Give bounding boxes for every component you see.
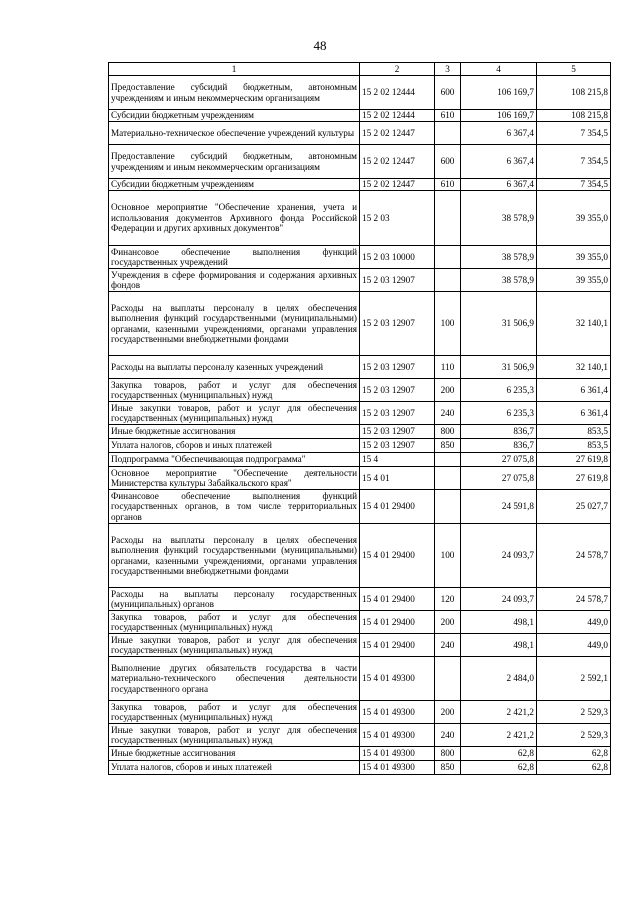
row-value-year1-cell: 836,7 — [461, 439, 537, 453]
table-row — [109, 724, 611, 747]
table-row — [109, 701, 611, 724]
row-value-year1-cell: 2 484,0 — [461, 657, 537, 701]
row-expense-type-cell: 610 — [435, 179, 461, 191]
table-row — [109, 122, 611, 145]
table-row — [109, 657, 611, 701]
row-code-cell: 15 4 01 29400 — [360, 490, 435, 524]
row-code-cell: 15 2 02 12447 — [360, 179, 435, 191]
row-expense-type-cell: 100 — [435, 292, 461, 356]
row-value-year2-cell: 39 355,0 — [537, 269, 611, 292]
row-value-year2-cell: 2 529,3 — [537, 701, 611, 724]
row-expense-type-cell: 600 — [435, 145, 461, 179]
table-row — [109, 467, 611, 490]
row-code-cell: 15 4 01 29400 — [360, 588, 435, 611]
row-expense-type-cell: 850 — [435, 761, 461, 775]
row-name-cell: Предоставление субсидий бюджетным, автономным учреждениям и иным некоммерческим организациям — [109, 145, 360, 179]
table-row — [109, 179, 611, 191]
row-code-cell: 15 4 01 49300 — [360, 747, 435, 761]
row-name-cell: Расходы на выплаты персоналу в целях обеспечения выполнения функций государственными (муниципальными) органами, казенными учреждениями, органами управления государственными внебюджетными фондами — [109, 292, 360, 356]
row-value-year1-cell: 27 075,8 — [461, 467, 537, 490]
row-expense-type-cell: 200 — [435, 611, 461, 634]
row-expense-type-cell: 240 — [435, 724, 461, 747]
row-name-cell: Закупка товаров, работ и услуг для обеспечения государственных (муниципальных) нужд — [109, 379, 360, 402]
table-row — [109, 292, 611, 356]
row-code-cell: 15 2 03 10000 — [360, 246, 435, 269]
row-name-cell: Подпрограмма "Обеспечивающая подпрограмма" — [109, 453, 360, 467]
row-value-year1-cell: 62,8 — [461, 747, 537, 761]
row-code-cell: 15 2 03 12907 — [360, 292, 435, 356]
row-value-year2-cell: 7 354,5 — [537, 122, 611, 145]
row-code-cell: 15 2 03 — [360, 191, 435, 246]
row-value-year2-cell: 39 355,0 — [537, 191, 611, 246]
row-expense-type-cell: 240 — [435, 402, 461, 425]
row-code-cell: 15 2 03 12907 — [360, 269, 435, 292]
row-code-cell: 15 2 03 12907 — [360, 402, 435, 425]
row-name-cell: Предоставление субсидий бюджетным, автономным учреждениям и иным некоммерческим организациям — [109, 76, 360, 110]
row-value-year2-cell: 39 355,0 — [537, 246, 611, 269]
row-expense-type-cell: 100 — [435, 524, 461, 588]
row-value-year2-cell: 24 578,7 — [537, 524, 611, 588]
row-expense-type-cell: 200 — [435, 701, 461, 724]
header-col-2: 2 — [360, 63, 435, 76]
row-code-cell: 15 2 02 12447 — [360, 145, 435, 179]
row-value-year2-cell: 2 529,3 — [537, 724, 611, 747]
table-row — [109, 356, 611, 379]
row-value-year1-cell: 6 367,4 — [461, 145, 537, 179]
row-value-year2-cell: 6 361,4 — [537, 402, 611, 425]
budget-table — [108, 62, 611, 775]
row-name-cell: Выполнение других обязательств государства в части материально-технического обеспечения деятельности государственного органа — [109, 657, 360, 701]
row-name-cell: Финансовое обеспечение выполнения функций государственных учреждений — [109, 246, 360, 269]
row-value-year2-cell: 62,8 — [537, 761, 611, 775]
table-row — [109, 588, 611, 611]
row-value-year2-cell: 449,0 — [537, 611, 611, 634]
table-row — [109, 402, 611, 425]
row-value-year1-cell: 6 235,3 — [461, 402, 537, 425]
row-code-cell: 15 4 01 49300 — [360, 657, 435, 701]
row-value-year1-cell: 38 578,9 — [461, 269, 537, 292]
row-value-year1-cell: 62,8 — [461, 761, 537, 775]
row-name-cell: Иные бюджетные ассигнования — [109, 747, 360, 761]
table-row — [109, 246, 611, 269]
row-code-cell: 15 4 01 29400 — [360, 634, 435, 657]
row-expense-type-cell — [435, 246, 461, 269]
row-value-year1-cell: 498,1 — [461, 634, 537, 657]
header-col-5: 5 — [537, 63, 611, 76]
row-code-cell: 15 4 01 — [360, 467, 435, 490]
table-row — [109, 425, 611, 439]
header-col-1: 1 — [109, 63, 360, 76]
row-code-cell: 15 4 01 29400 — [360, 611, 435, 634]
table-row — [109, 611, 611, 634]
row-value-year1-cell: 31 506,9 — [461, 356, 537, 379]
row-value-year1-cell: 2 421,2 — [461, 701, 537, 724]
row-name-cell: Субсидии бюджетным учреждениям — [109, 110, 360, 122]
page-number: 48 — [313, 38, 327, 53]
table-row — [109, 439, 611, 453]
row-value-year1-cell: 24 093,7 — [461, 588, 537, 611]
header-col-3: 3 — [435, 63, 461, 76]
row-code-cell: 15 4 — [360, 453, 435, 467]
row-expense-type-cell: 850 — [435, 439, 461, 453]
table-row — [109, 110, 611, 122]
row-name-cell: Финансовое обеспечение выполнения функций государственных органов, в том числе территориальных органов — [109, 490, 360, 524]
table-header-row — [109, 63, 611, 76]
row-expense-type-cell — [435, 490, 461, 524]
row-value-year2-cell: 32 140,1 — [537, 292, 611, 356]
row-name-cell: Иные закупки товаров, работ и услуг для обеспечения государственных (муниципальных) нужд — [109, 634, 360, 657]
row-code-cell: 15 2 03 12907 — [360, 356, 435, 379]
row-name-cell: Иные бюджетные ассигнования — [109, 425, 360, 439]
table-row — [109, 453, 611, 467]
row-value-year2-cell: 853,5 — [537, 425, 611, 439]
row-value-year1-cell: 498,1 — [461, 611, 537, 634]
row-value-year1-cell: 106 169,7 — [461, 76, 537, 110]
row-value-year1-cell: 836,7 — [461, 425, 537, 439]
row-value-year1-cell: 38 578,9 — [461, 246, 537, 269]
row-code-cell: 15 4 01 29400 — [360, 524, 435, 588]
header-col-4: 4 — [461, 63, 537, 76]
row-expense-type-cell — [435, 453, 461, 467]
row-value-year2-cell: 108 215,8 — [537, 110, 611, 122]
row-name-cell: Учреждения в сфере формирования и содержания архивных фондов — [109, 269, 360, 292]
row-value-year2-cell: 2 592,1 — [537, 657, 611, 701]
row-name-cell: Закупка товаров, работ и услуг для обеспечения государственных (муниципальных) нужд — [109, 701, 360, 724]
row-name-cell: Уплата налогов, сборов и иных платежей — [109, 761, 360, 775]
row-expense-type-cell: 610 — [435, 110, 461, 122]
row-value-year2-cell: 108 215,8 — [537, 76, 611, 110]
row-value-year1-cell: 24 093,7 — [461, 524, 537, 588]
row-name-cell: Основное мероприятие "Обеспечение деятельности Министерства культуры Забайкальского края" — [109, 467, 360, 490]
table-body — [109, 76, 611, 775]
row-name-cell: Закупка товаров, работ и услуг для обеспечения государственных (муниципальных) нужд — [109, 611, 360, 634]
row-value-year1-cell: 6 367,4 — [461, 122, 537, 145]
row-value-year2-cell: 27 619,8 — [537, 467, 611, 490]
row-value-year1-cell: 6 367,4 — [461, 179, 537, 191]
row-value-year2-cell: 7 354,5 — [537, 145, 611, 179]
table-row — [109, 490, 611, 524]
row-value-year2-cell: 24 578,7 — [537, 588, 611, 611]
row-value-year1-cell: 38 578,9 — [461, 191, 537, 246]
row-name-cell: Иные закупки товаров, работ и услуг для обеспечения государственных (муниципальных) нужд — [109, 724, 360, 747]
row-expense-type-cell — [435, 657, 461, 701]
row-code-cell: 15 4 01 49300 — [360, 761, 435, 775]
row-expense-type-cell: 600 — [435, 76, 461, 110]
row-value-year2-cell: 853,5 — [537, 439, 611, 453]
row-code-cell: 15 4 01 49300 — [360, 724, 435, 747]
row-code-cell: 15 2 02 12444 — [360, 76, 435, 110]
row-expense-type-cell: 110 — [435, 356, 461, 379]
row-expense-type-cell — [435, 269, 461, 292]
row-expense-type-cell — [435, 191, 461, 246]
row-name-cell: Расходы на выплаты персоналу в целях обеспечения выполнения функций государственными (муниципальными) органами, казенными учреждениями, органами управления государственными внебюджетными фондами — [109, 524, 360, 588]
row-code-cell: 15 2 02 12444 — [360, 110, 435, 122]
row-name-cell: Субсидии бюджетным учреждениям — [109, 179, 360, 191]
table-row — [109, 761, 611, 775]
row-value-year2-cell: 449,0 — [537, 634, 611, 657]
table-row — [109, 191, 611, 246]
row-code-cell: 15 2 02 12447 — [360, 122, 435, 145]
row-value-year1-cell: 27 075,8 — [461, 453, 537, 467]
row-name-cell: Иные закупки товаров, работ и услуг для обеспечения государственных (муниципальных) нужд — [109, 402, 360, 425]
row-value-year1-cell: 106 169,7 — [461, 110, 537, 122]
row-expense-type-cell: 800 — [435, 425, 461, 439]
row-code-cell: 15 2 03 12907 — [360, 439, 435, 453]
row-name-cell: Материально-техническое обеспечение учреждений культуры — [109, 122, 360, 145]
row-value-year2-cell: 6 361,4 — [537, 379, 611, 402]
row-value-year2-cell: 27 619,8 — [537, 453, 611, 467]
row-value-year2-cell: 7 354,5 — [537, 179, 611, 191]
row-expense-type-cell: 800 — [435, 747, 461, 761]
row-value-year1-cell: 2 421,2 — [461, 724, 537, 747]
row-name-cell: Основное мероприятие "Обеспечение хранения, учета и использования документов Архивного фонда Российской Федерации и других архивных документов" — [109, 191, 360, 246]
row-name-cell: Расходы на выплаты персоналу казенных учреждений — [109, 356, 360, 379]
table-row — [109, 145, 611, 179]
row-value-year2-cell: 32 140,1 — [537, 356, 611, 379]
row-value-year1-cell: 6 235,3 — [461, 379, 537, 402]
row-expense-type-cell: 120 — [435, 588, 461, 611]
row-value-year1-cell: 31 506,9 — [461, 292, 537, 356]
table-row — [109, 747, 611, 761]
row-name-cell: Уплата налогов, сборов и иных платежей — [109, 439, 360, 453]
row-value-year2-cell: 25 027,7 — [537, 490, 611, 524]
table-row — [109, 269, 611, 292]
row-expense-type-cell — [435, 122, 461, 145]
table-row — [109, 634, 611, 657]
row-value-year1-cell: 24 591,8 — [461, 490, 537, 524]
row-value-year2-cell: 62,8 — [537, 747, 611, 761]
row-expense-type-cell: 200 — [435, 379, 461, 402]
row-expense-type-cell — [435, 467, 461, 490]
table-row — [109, 76, 611, 110]
row-code-cell: 15 2 03 12907 — [360, 379, 435, 402]
table-row — [109, 379, 611, 402]
row-expense-type-cell: 240 — [435, 634, 461, 657]
table-row — [109, 524, 611, 588]
row-code-cell: 15 4 01 49300 — [360, 701, 435, 724]
row-code-cell: 15 2 03 12907 — [360, 425, 435, 439]
row-name-cell: Расходы на выплаты персоналу государственных (муниципальных) органов — [109, 588, 360, 611]
